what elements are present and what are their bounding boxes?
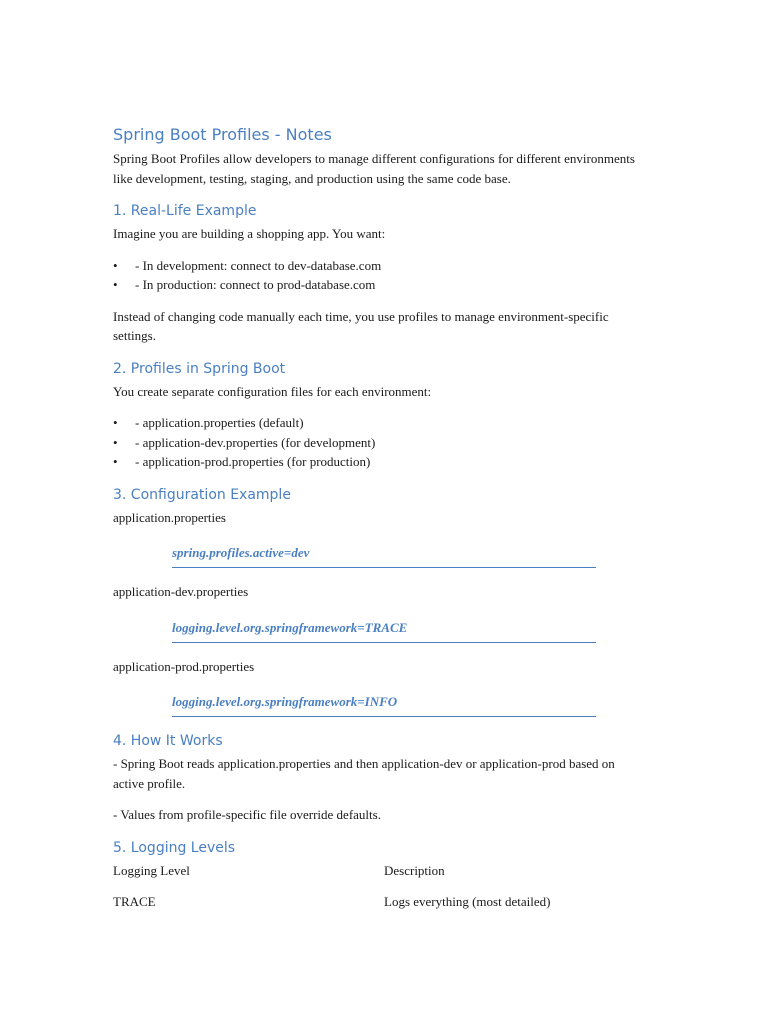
code-line: spring.profiles.active=dev [172, 545, 310, 560]
section-heading-logging-levels: 5. Logging Levels [113, 839, 236, 856]
list-item-text: - application-dev.properties (for development) [135, 434, 376, 450]
code-line: logging.level.org.springframework=INFO [172, 694, 398, 709]
section-heading-real-life-example: 1. Real-Life Example [113, 203, 257, 219]
config-file-name: application.properties [113, 509, 226, 525]
bullet-icon: • [113, 434, 118, 450]
intro-paragraph: Spring Boot Profiles allow developers to manage different configurations for different environments like development, testing, staging, and production using the same code base. [113, 151, 635, 186]
table-header-cell: Description [384, 862, 445, 878]
logging-levels-table [113, 861, 643, 912]
document-page [113, 124, 643, 912]
bullet-icon: • [113, 277, 118, 292]
code-line: logging.level.org.springframework=TRACE [172, 619, 408, 635]
section-heading-configuration-example: 3. Configuration Example [113, 486, 291, 503]
section-1-bullet-list [113, 256, 643, 295]
table-cell: TRACE [113, 894, 156, 909]
bullet-icon: • [113, 257, 118, 273]
list-item [113, 256, 643, 276]
table-header-row [113, 861, 643, 881]
list-item-text: - In production: connect to prod-database.com [135, 277, 376, 292]
list-item-text: - application.properties (default) [135, 415, 304, 430]
section-2-lead: You create separate configuration files for each environment: [113, 383, 432, 399]
section-4-paragraph-1: - Spring Boot reads application.properties and then application-dev or application-prod based on active profile. [113, 756, 615, 791]
table-cell: Logs everything (most detailed) [384, 894, 551, 909]
config-file-name: application-dev.properties [113, 584, 249, 599]
table-header-cell: Logging Level [113, 862, 190, 878]
table-row [113, 892, 643, 912]
code-block [172, 540, 596, 568]
config-file-name: application-prod.properties [113, 658, 255, 674]
code-block [172, 615, 596, 643]
bullet-icon: • [113, 415, 118, 430]
list-item [113, 413, 643, 433]
section-1-lead: Imagine you are building a shopping app. You want: [113, 226, 386, 241]
bullet-icon: • [113, 454, 118, 469]
list-item-text: - application-prod.properties (for production) [135, 454, 371, 469]
list-item [113, 275, 643, 295]
document-title: Spring Boot Profiles - Notes [113, 125, 332, 144]
section-4-paragraph-2: - Values from profile-specific file override defaults. [113, 807, 381, 822]
section-heading-how-it-works: 4. How It Works [113, 733, 223, 749]
section-1-after: Instead of changing code manually each time, you use profiles to manage environment-specific settings. [113, 308, 609, 343]
section-2-bullet-list [113, 413, 643, 472]
list-item-text: - In development: connect to dev-database.com [135, 257, 382, 273]
list-item [113, 433, 643, 453]
code-block [172, 689, 596, 717]
section-heading-profiles: 2. Profiles in Spring Boot [113, 360, 286, 377]
list-item [113, 452, 643, 472]
